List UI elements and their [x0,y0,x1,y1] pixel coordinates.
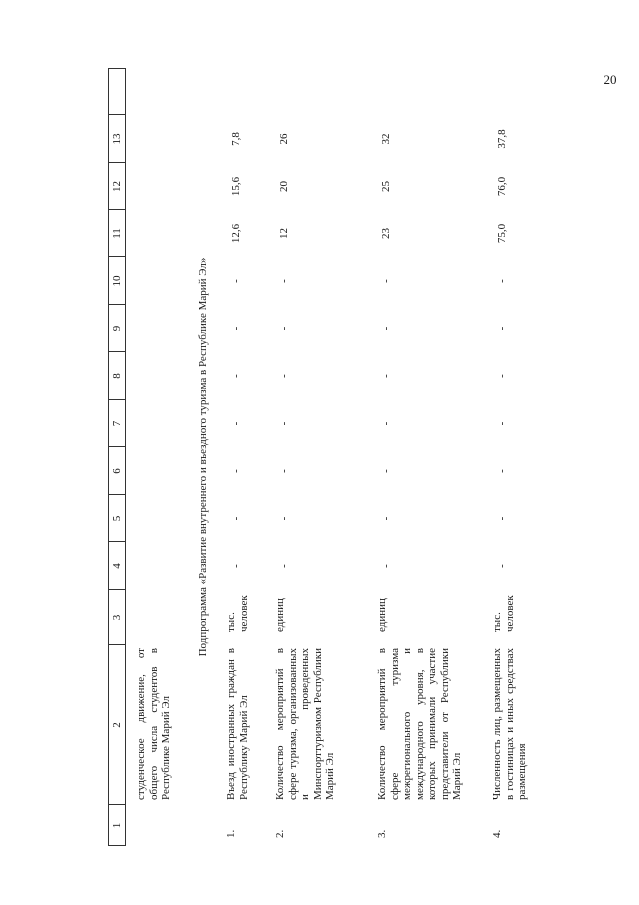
row-value: 76,0 [496,176,508,197]
row-value: - [230,516,242,521]
header-col-10: 10 [111,275,123,287]
row-value: - [496,564,508,568]
row-value: - [496,516,508,521]
row-value: - [230,374,242,378]
row-value: - [380,326,392,331]
row-value: - [230,279,242,283]
row-value: - [278,374,290,378]
row-number: 2. [274,829,286,838]
row-value: - [380,516,392,521]
row-value: 15,6 [230,176,242,197]
row-value: - [380,421,392,426]
row-value: - [278,564,290,568]
row-value: - [496,374,508,378]
row-value: - [230,421,242,426]
row-value: 23 [380,228,392,239]
row-description: Количество мероприятий в сфере туризма межрегионального и международного уровня, в которых принимали участие представители от Республики Марий Эл [376,648,463,800]
header-col-13: 13 [111,133,123,145]
row-value: - [278,279,290,283]
header-col-4: 4 [111,563,123,569]
header-col-5: 5 [111,515,123,522]
row-value: - [380,564,392,568]
row-value: - [496,279,508,283]
row-value: 75,0 [496,223,508,244]
header-col-9: 9 [111,325,123,332]
table-header-rule [125,68,126,846]
row-value: - [278,469,290,473]
row-value: - [496,326,508,331]
row-value: - [278,421,290,426]
row-unit: единиц [376,598,388,632]
row-value: 37,8 [496,129,508,149]
row-unit: тыс. человек [491,595,516,632]
header-col-2: 2 [111,722,123,728]
row-description: Количество мероприятий в сфере туризма, организованных и проведенных Минспорттуризмом Республики Марий Эл [274,648,336,800]
row-value: - [496,421,508,426]
row-value: - [278,516,290,521]
row-description: Въезд иностранных граждан в Республику Марий Эл [225,648,250,800]
row-value: 20 [278,181,290,192]
row-value: - [380,374,392,378]
column-separator [108,68,125,69]
header-col-8: 8 [111,373,123,379]
page-number: 20 [603,72,617,87]
row-value: - [278,326,290,331]
row-value: - [380,279,392,283]
row-value: 12,6 [230,223,242,244]
continuation-text: студенческое движение, от общего числа студентов в Республике Марий Эл [135,648,172,800]
header-col-7: 7 [111,420,123,427]
row-number: 4. [491,829,503,838]
row-value: 26 [278,133,290,145]
row-value: - [230,564,242,568]
row-number: 1. [225,829,237,838]
row-value: 7,8 [230,132,242,146]
row-value: - [230,326,242,331]
subprogram-title: Подпрограмма «Развитие внутреннего и въездного туризма в Республике Марий Эл» [197,257,209,657]
header-col-3: 3 [111,614,123,621]
header-col-11: 11 [111,228,123,239]
header-col-12: 12 [111,181,123,192]
row-description: Численность лиц, размещенных в гостиницах и иных средствах размещения [491,648,528,800]
header-col-6: 6 [111,468,123,474]
rotated-table-sheet [108,68,596,846]
row-value: 12 [278,228,290,239]
row-value: - [230,469,242,473]
row-unit: тыс. человек [225,595,250,632]
row-unit: единиц [274,598,286,632]
row-value: 32 [380,133,392,145]
row-value: - [496,469,508,473]
row-number: 3. [376,829,388,838]
row-value: 25 [380,181,392,192]
header-col-1: 1 [111,822,123,829]
row-value: - [380,469,392,473]
